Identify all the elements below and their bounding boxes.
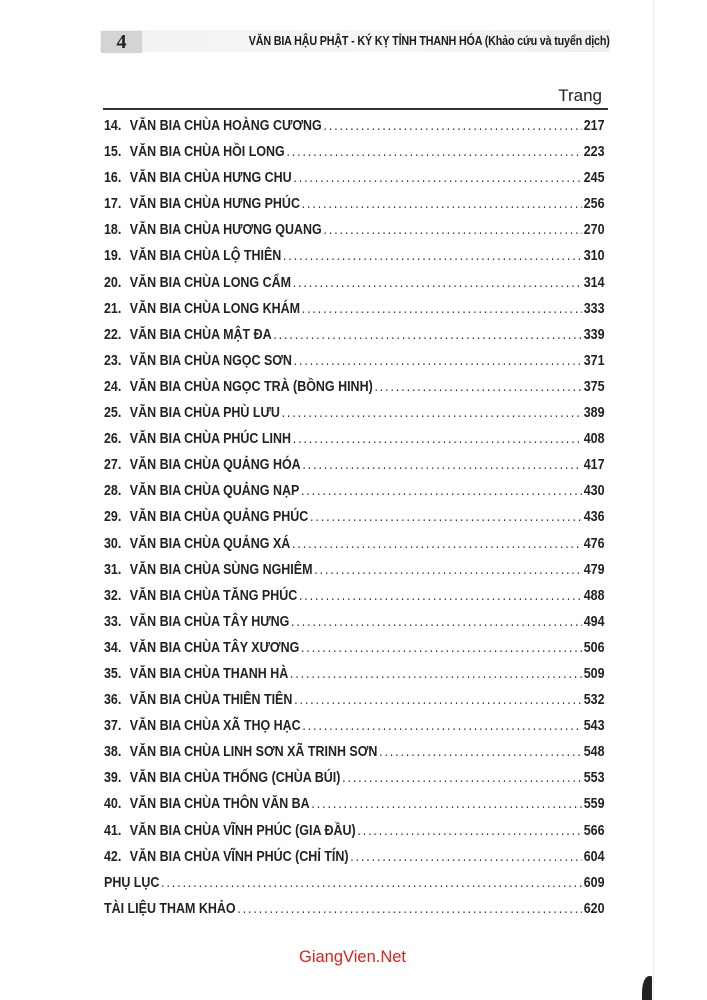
toc-entry-title: VĂN BIA CHÙA HƯƠNG QUANG xyxy=(129,222,322,239)
toc-entry-page: 620 xyxy=(583,900,605,917)
toc-entry-title: VĂN BIA CHÙA HỒI LONG xyxy=(129,144,285,161)
toc-entry xyxy=(104,718,605,744)
toc-entry-page: 532 xyxy=(583,692,605,709)
toc-entry-number: 19. xyxy=(104,248,122,265)
toc-entry-number: 14. xyxy=(104,118,122,134)
toc-entry xyxy=(104,222,605,248)
toc-entry-number: 38. xyxy=(104,744,122,761)
toc-entry xyxy=(104,614,605,640)
dot-leader xyxy=(314,562,582,578)
toc-entry-title: VĂN BIA CHÙA LỘ THIÊN xyxy=(129,248,282,265)
toc-entry xyxy=(104,770,605,796)
toc-entry-title: VĂN BIA CHÙA PHÙ LƯU xyxy=(129,405,280,422)
toc-entry xyxy=(104,379,605,405)
dot-leader xyxy=(342,770,582,786)
toc-entry-title: VĂN BIA CHÙA VĨNH PHÚC (CHỈ TÍN) xyxy=(129,848,349,865)
page-corner-shadow xyxy=(642,976,652,1000)
page-number: 4 xyxy=(101,31,142,53)
toc-entry xyxy=(104,744,605,770)
toc-entry-title: VĂN BIA CHÙA HƯNG CHU xyxy=(129,170,292,187)
toc-entry-page: 509 xyxy=(583,665,605,682)
dot-leader xyxy=(357,823,582,839)
table-of-contents xyxy=(104,118,604,927)
toc-entry xyxy=(104,275,605,301)
toc-entry-page: 371 xyxy=(583,352,605,369)
dot-leader xyxy=(237,901,582,917)
dot-leader xyxy=(292,536,582,552)
dot-leader xyxy=(302,457,582,473)
toc-entry xyxy=(104,144,605,170)
toc-entry xyxy=(104,170,605,196)
toc-entry xyxy=(104,118,605,144)
dot-leader xyxy=(301,640,582,656)
toc-entry xyxy=(104,431,605,457)
toc-entry-title: VĂN BIA CHÙA MẬT ĐA xyxy=(129,326,272,343)
dot-leader xyxy=(301,483,582,499)
dot-leader xyxy=(323,118,582,134)
toc-entry-number: 33. xyxy=(104,613,122,630)
toc-entry-number: 21. xyxy=(104,300,122,317)
dot-leader xyxy=(294,692,582,708)
toc-entry-page: 223 xyxy=(583,144,605,161)
toc-entry-title: VĂN BIA CHÙA THỐNG (CHÙA BÚI) xyxy=(129,770,341,787)
toc-entry-page: 217 xyxy=(583,118,605,134)
toc-entry xyxy=(104,327,605,353)
toc-entry xyxy=(104,301,605,327)
dot-leader xyxy=(350,849,582,865)
toc-entry xyxy=(104,823,605,849)
toc-entry-page: 553 xyxy=(583,770,605,787)
toc-entry-number: 18. xyxy=(104,222,122,239)
toc-entry-title: PHỤ LỤC xyxy=(104,874,160,891)
running-title-subtitle: (Khảo cứu và tuyển dịch) xyxy=(485,34,610,48)
toc-entry xyxy=(104,248,605,274)
dot-leader xyxy=(302,301,582,317)
dot-leader xyxy=(291,614,582,630)
toc-entry-number: 24. xyxy=(104,378,122,395)
toc-entry-number: 27. xyxy=(104,457,122,474)
dot-leader xyxy=(293,170,582,186)
toc-entry-page: 548 xyxy=(583,744,605,761)
toc-entry-page: 375 xyxy=(583,378,605,395)
toc-entry xyxy=(104,196,605,222)
toc-entry-title: VĂN BIA CHÙA QUẢNG XÁ xyxy=(129,535,291,552)
toc-entry-number: 40. xyxy=(104,796,122,813)
toc-entry-title: VĂN BIA CHÙA VĨNH PHÚC (GIA ĐẦU) xyxy=(129,822,356,839)
page-column-header: Trang xyxy=(558,86,602,105)
toc-entry-page: 270 xyxy=(583,222,605,239)
toc-entry-title: VĂN BIA CHÙA THANH HÀ xyxy=(129,665,289,682)
toc-entry-number: 31. xyxy=(104,561,122,578)
dot-leader xyxy=(302,196,582,212)
toc-entry-page: 566 xyxy=(583,822,605,839)
toc-entry-number: 35. xyxy=(104,665,122,682)
toc-entry-page: 488 xyxy=(583,587,605,604)
dot-leader xyxy=(299,588,582,604)
dot-leader xyxy=(311,796,582,812)
running-title xyxy=(249,34,610,48)
toc-entry-title: VĂN BIA CHÙA TÂY HƯNG xyxy=(129,613,290,630)
toc-entry-title: VĂN BIA CHÙA HƯNG PHÚC xyxy=(129,196,300,213)
toc-entry xyxy=(104,588,605,614)
toc-entry-number: 32. xyxy=(104,587,122,604)
toc-entry xyxy=(104,562,605,588)
toc-entry-page: 494 xyxy=(583,613,605,630)
toc-entry-number: 36. xyxy=(104,692,122,709)
toc-entry-page: 506 xyxy=(583,639,605,656)
dot-leader xyxy=(310,509,582,525)
dot-leader xyxy=(282,405,582,421)
toc-entry xyxy=(104,457,605,483)
toc-entry xyxy=(104,536,605,562)
toc-entry-number: 16. xyxy=(104,170,122,187)
toc-entry xyxy=(104,353,605,379)
toc-entry-page: 245 xyxy=(583,170,605,187)
toc-entry xyxy=(104,640,605,666)
toc-entry-number: 22. xyxy=(104,326,122,343)
toc-entry-title: VĂN BIA CHÙA QUẢNG NẠP xyxy=(129,483,300,500)
toc-entry-number: 23. xyxy=(104,352,122,369)
toc-entry xyxy=(104,849,605,875)
toc-entry-number: 28. xyxy=(104,483,122,500)
toc-entry xyxy=(104,509,605,535)
toc-entry-page: 339 xyxy=(583,326,605,343)
toc-entry-number: 34. xyxy=(104,639,122,656)
toc-entry-page: 479 xyxy=(583,561,605,578)
toc-entry-page: 609 xyxy=(583,874,605,891)
toc-entry-title: VĂN BIA CHÙA TÂY XƯƠNG xyxy=(129,639,300,656)
toc-entry-title: VĂN BIA CHÙA THÔN VĂN BA xyxy=(129,796,310,813)
toc-entry-title: TÀI LIỆU THAM KHẢO xyxy=(104,900,236,917)
toc-entry-page: 436 xyxy=(583,509,605,526)
toc-entry xyxy=(104,901,605,927)
toc-entry-page: 430 xyxy=(583,483,605,500)
toc-entry-page: 408 xyxy=(583,431,605,448)
toc-entry-title: VĂN BIA CHÙA QUẢNG HÓA xyxy=(129,457,301,474)
toc-entry-number: 20. xyxy=(104,274,122,291)
running-title-main: VĂN BIA HẬU PHẬT - KÝ KỴ TỈNH THANH HÓA xyxy=(249,34,483,48)
dot-leader xyxy=(293,275,582,291)
toc-entry-page: 559 xyxy=(583,796,605,813)
toc-entry-number: 17. xyxy=(104,196,122,213)
dot-leader xyxy=(273,327,582,343)
toc-entry-title: VĂN BIA CHÙA NGỌC SƠN xyxy=(129,352,292,369)
toc-entry xyxy=(104,692,605,718)
dot-leader xyxy=(323,222,582,238)
toc-entry xyxy=(104,483,605,509)
toc-entry-number: 41. xyxy=(104,822,122,839)
dot-leader xyxy=(374,379,582,395)
dot-leader xyxy=(290,666,582,682)
dot-leader xyxy=(379,744,582,760)
toc-entry-number: 39. xyxy=(104,770,122,787)
page-edge xyxy=(653,0,654,1000)
toc-entry-number: 37. xyxy=(104,718,122,735)
toc-entry-page: 314 xyxy=(583,274,605,291)
toc-entry-title: VĂN BIA CHÙA SÙNG NGHIÊM xyxy=(129,561,313,578)
dot-leader xyxy=(283,248,582,264)
watermark: GiangVien.Net xyxy=(299,948,407,966)
toc-entry-page: 417 xyxy=(583,457,605,474)
toc-entry xyxy=(104,796,605,822)
toc-entry-page: 389 xyxy=(583,405,605,422)
toc-entry-number: 26. xyxy=(104,431,122,448)
dot-leader xyxy=(294,353,582,369)
header-rule xyxy=(103,108,608,110)
toc-entry-page: 256 xyxy=(583,196,605,213)
toc-entry-number: 42. xyxy=(104,848,122,865)
toc-entry-page: 310 xyxy=(583,248,605,265)
toc-entry-title: VĂN BIA CHÙA LONG KHÁM xyxy=(129,300,300,317)
toc-entry-title: VĂN BIA CHÙA THIÊN TIÊN xyxy=(129,692,293,709)
dot-leader xyxy=(293,431,582,447)
toc-entry xyxy=(104,666,605,692)
toc-entry-title: VĂN BIA CHÙA TĂNG PHÚC xyxy=(129,587,298,604)
toc-entry-title: VĂN BIA CHÙA HOÀNG CƯƠNG xyxy=(129,118,322,134)
toc-entry-page: 543 xyxy=(583,718,605,735)
dot-leader xyxy=(302,718,582,734)
toc-entry-title: VĂN BIA CHÙA LINH SƠN XÃ TRINH SƠN xyxy=(129,744,378,761)
toc-entry-title: VĂN BIA CHÙA LONG CẨM xyxy=(129,274,291,291)
toc-entry xyxy=(104,405,605,431)
toc-entry-title: VĂN BIA CHÙA XÃ THỌ HẠC xyxy=(129,718,301,735)
toc-entry-title: VĂN BIA CHÙA QUẢNG PHÚC xyxy=(129,509,309,526)
toc-entry-page: 333 xyxy=(583,300,605,317)
toc-entry-number: 30. xyxy=(104,535,122,552)
toc-entry-number: 25. xyxy=(104,405,122,422)
dot-leader xyxy=(286,144,582,160)
toc-entry xyxy=(104,875,605,901)
toc-entry-title: VĂN BIA CHÙA NGỌC TRÀ (BỒNG HINH) xyxy=(129,378,373,395)
toc-entry-number: 15. xyxy=(104,144,122,161)
toc-entry-page: 476 xyxy=(583,535,605,552)
dot-leader xyxy=(161,875,582,891)
toc-entry-number: 29. xyxy=(104,509,122,526)
toc-entry-title: VĂN BIA CHÙA PHÚC LINH xyxy=(129,431,291,448)
toc-entry-page: 604 xyxy=(583,848,605,865)
